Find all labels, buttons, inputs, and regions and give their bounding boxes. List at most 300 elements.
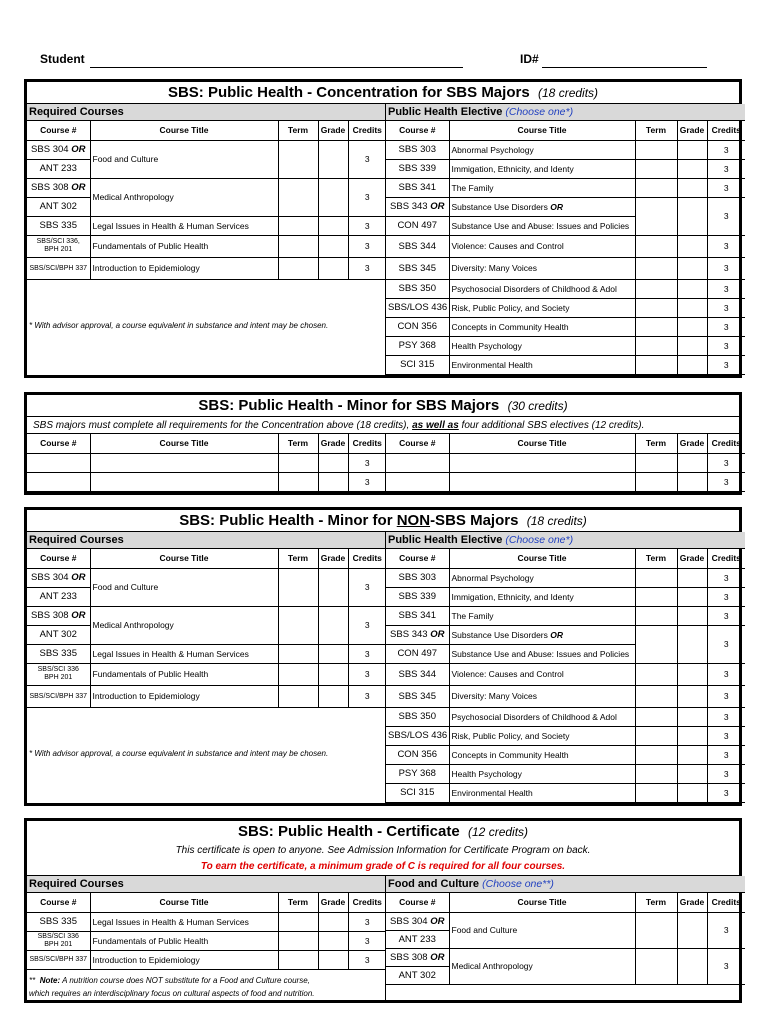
table-cell[interactable] — [278, 685, 318, 707]
table-row — [27, 453, 386, 472]
certificate-food-table — [386, 893, 745, 985]
table-cell: SBS 350 — [386, 707, 449, 726]
table-row — [27, 434, 386, 453]
table-row — [27, 235, 386, 257]
table-cell: PSY 368 — [386, 764, 449, 783]
table-cell[interactable] — [677, 197, 707, 235]
student-label: Student — [40, 52, 85, 66]
table-cell: 3 — [707, 783, 745, 802]
column-header: Course # — [27, 549, 90, 568]
course-num-alt: ANT 302 — [27, 197, 90, 216]
column-header: Term — [635, 121, 677, 140]
table-cell: SBS 308 OR — [386, 948, 449, 966]
table-cell[interactable] — [635, 745, 677, 764]
concentration-section — [24, 79, 742, 378]
table-cell: SBS/SCI/BPH 337 — [27, 685, 90, 707]
table-cell: 3 — [707, 587, 745, 606]
term-cell[interactable] — [278, 216, 318, 235]
column-header: Course # — [27, 434, 90, 453]
table-cell: 3 — [348, 685, 386, 707]
certificate-required-table — [27, 893, 386, 970]
table-cell[interactable] — [635, 685, 677, 707]
table-cell[interactable] — [278, 606, 318, 644]
table-cell[interactable] — [677, 235, 707, 257]
table-cell[interactable] — [635, 235, 677, 257]
table-cell: 3 — [707, 235, 745, 257]
course-num: SBS/SCI/BPH 337 — [27, 257, 90, 279]
table-cell: 3 — [707, 625, 745, 663]
table-cell: 3 — [707, 197, 745, 235]
table-cell[interactable] — [677, 663, 707, 685]
grade-cell[interactable] — [318, 257, 348, 279]
table-cell: Legal Issues in Health & Human Services — [90, 644, 278, 663]
student-name-field[interactable] — [90, 67, 463, 68]
table-cell[interactable] — [278, 931, 318, 950]
table-row — [386, 336, 745, 355]
table-cell[interactable] — [677, 317, 707, 336]
table-cell: SBS 339 — [386, 587, 449, 606]
table-cell: SBS 304 OR — [386, 912, 449, 930]
table-cell: Abnormal Psychology — [449, 568, 635, 587]
required-courses-table — [27, 549, 386, 708]
table-cell[interactable] — [635, 625, 677, 663]
table-cell[interactable] — [677, 355, 707, 374]
table-cell: 3 — [348, 950, 386, 969]
section-title: SBS: Public Health - Concentration for SBS Majors (18 credits) — [27, 82, 739, 104]
table-cell[interactable] — [318, 606, 348, 644]
table-cell[interactable] — [635, 317, 677, 336]
table-cell: Substance Use and Abuse: Issues and Policies — [449, 644, 635, 663]
col-credits: Credits — [348, 121, 386, 140]
grade-cell[interactable] — [318, 235, 348, 257]
table-cell[interactable] — [278, 644, 318, 663]
table-row — [386, 453, 745, 472]
table-row — [386, 355, 745, 374]
table-cell[interactable] — [635, 159, 677, 178]
table-cell[interactable] — [635, 257, 677, 279]
table-cell[interactable] — [449, 472, 635, 491]
table-cell[interactable] — [677, 948, 707, 984]
table-cell: 3 — [348, 663, 386, 685]
table-row — [27, 568, 386, 587]
table-row — [386, 317, 745, 336]
nutrition-note: ** Note: A nutrition course does NOT substitute for a Food and Culture course, which requires an interdisciplinary focus on cultural aspects of food and nutrition. — [29, 975, 315, 998]
table-cell[interactable] — [677, 279, 707, 298]
table-row — [386, 893, 745, 912]
column-header: Credits — [707, 121, 745, 140]
table-cell[interactable] — [677, 587, 707, 606]
table-cell: SBS/LOS 436 — [386, 726, 449, 745]
table-cell[interactable] — [90, 472, 278, 491]
table-row — [386, 235, 745, 257]
advisor-note: * With advisor approval, a course equivalent in substance and intent may be chosen. — [29, 748, 329, 758]
elective-courses-table — [386, 549, 745, 803]
table-row — [386, 707, 745, 726]
table-cell[interactable] — [635, 140, 677, 159]
column-header: Course Title — [90, 893, 278, 912]
certificate-line1: This certificate is open to anyone. See Admission Information for Certificate Program on back. — [175, 845, 591, 856]
grade-cell[interactable] — [318, 216, 348, 235]
table-cell: 3 — [707, 707, 745, 726]
table-cell[interactable] — [386, 453, 449, 472]
required-courses-heading: Required Courses — [27, 104, 385, 121]
table-row — [386, 434, 745, 453]
table-cell[interactable] — [278, 950, 318, 969]
table-cell: 3 — [707, 472, 745, 491]
table-cell: 3 — [707, 159, 745, 178]
column-header: Grade — [677, 893, 707, 912]
table-row — [386, 568, 745, 587]
table-cell[interactable] — [278, 568, 318, 606]
table-row — [27, 140, 386, 159]
table-cell[interactable] — [677, 336, 707, 355]
table-cell[interactable] — [635, 912, 677, 948]
table-cell: Diversity: Many Voices — [449, 685, 635, 707]
column-header: Course Title — [449, 893, 635, 912]
elective-heading: Public Health Elective (Choose one*) — [386, 532, 745, 549]
table-cell[interactable] — [635, 197, 677, 235]
column-header: Course Title — [449, 121, 635, 140]
table-cell: ANT 233 — [386, 930, 449, 948]
table-cell[interactable] — [677, 726, 707, 745]
column-header: Course # — [386, 121, 449, 140]
table-cell[interactable] — [278, 912, 318, 931]
table-cell: SCI 315 — [386, 783, 449, 802]
table-cell: SCI 315 — [386, 355, 449, 374]
table-cell: 3 — [707, 745, 745, 764]
table-cell: Psychosocial Disorders of Childhood & Adol — [449, 279, 635, 298]
certificate-section — [24, 818, 742, 1003]
column-header: Credits — [707, 893, 745, 912]
table-cell: CON 497 — [386, 644, 449, 663]
table-cell: Food and Culture — [449, 912, 635, 948]
table-cell: Fundamentals of Public Health — [90, 663, 278, 685]
column-header: Course # — [386, 893, 449, 912]
course-num-alt: ANT 233 — [27, 159, 90, 178]
column-header: Course # — [27, 893, 90, 912]
table-cell[interactable] — [677, 453, 707, 472]
table-cell: CON 497 — [386, 216, 449, 235]
table-cell: SBS/SCI/BPH 337 — [27, 950, 90, 969]
table-cell[interactable] — [677, 159, 707, 178]
table-cell[interactable] — [635, 606, 677, 625]
table-cell[interactable] — [27, 472, 90, 491]
column-header: Course Title — [449, 434, 635, 453]
col-course-num: Course # — [27, 121, 90, 140]
required-courses-heading: Required Courses — [27, 876, 385, 893]
table-cell: 3 — [348, 453, 386, 472]
grade-cell[interactable] — [318, 140, 348, 178]
table-cell[interactable] — [318, 472, 348, 491]
column-header: Term — [635, 549, 677, 568]
table-row — [27, 606, 386, 625]
table-cell[interactable] — [278, 472, 318, 491]
credits-cell: 3 — [348, 140, 386, 178]
table-cell: ANT 302 — [27, 625, 90, 644]
column-header: Credits — [348, 549, 386, 568]
column-header: Credits — [707, 549, 745, 568]
table-cell[interactable] — [635, 587, 677, 606]
table-row — [386, 726, 745, 745]
table-cell: SBS 341 — [386, 606, 449, 625]
table-row — [27, 931, 386, 950]
table-cell[interactable] — [635, 178, 677, 197]
table-cell: Substance Use and Abuse: Issues and Policies — [449, 216, 635, 235]
table-cell: Introduction to Epidemiology — [90, 685, 278, 707]
column-header: Course # — [386, 549, 449, 568]
table-cell[interactable] — [635, 663, 677, 685]
credits-cell: 3 — [348, 235, 386, 257]
table-cell: Risk, Public Policy, and Society — [449, 298, 635, 317]
table-cell[interactable] — [635, 336, 677, 355]
table-cell[interactable] — [318, 568, 348, 606]
table-row — [386, 298, 745, 317]
term-cell[interactable] — [278, 235, 318, 257]
course-title: Fundamentals of Public Health — [90, 235, 278, 257]
table-cell: Medical Anthropology — [449, 948, 635, 984]
column-header: Grade — [318, 893, 348, 912]
column-header: Term — [278, 549, 318, 568]
table-cell: 3 — [707, 178, 745, 197]
term-cell[interactable] — [278, 257, 318, 279]
col-term: Term — [278, 121, 318, 140]
id-label: ID# — [520, 52, 539, 66]
table-cell[interactable] — [677, 606, 707, 625]
table-cell[interactable] — [635, 783, 677, 802]
section-title: SBS: Public Health - Certificate (12 credits) — [237, 823, 529, 840]
table-row — [386, 745, 745, 764]
table-cell[interactable] — [318, 453, 348, 472]
col-course-title: Course Title — [90, 121, 278, 140]
id-field[interactable] — [542, 67, 707, 68]
table-cell: Environmental Health — [449, 783, 635, 802]
column-header: Grade — [318, 434, 348, 453]
table-row — [386, 257, 745, 279]
column-header: Term — [278, 893, 318, 912]
table-cell: SBS 344 — [386, 663, 449, 685]
grade-cell[interactable] — [318, 178, 348, 216]
section-title: SBS: Public Health - Minor for NON-SBS Majors (18 credits) — [27, 510, 739, 532]
table-row — [27, 663, 386, 685]
table-cell: Immigation, Ethnicity, and Identy — [449, 587, 635, 606]
table-cell[interactable] — [677, 783, 707, 802]
table-cell: 3 — [348, 568, 386, 606]
table-row — [386, 549, 745, 568]
column-header: Credits — [707, 434, 745, 453]
table-cell[interactable] — [635, 948, 677, 984]
table-cell[interactable] — [318, 663, 348, 685]
table-cell: Substance Use Disorders OR — [449, 625, 635, 644]
table-cell[interactable] — [386, 472, 449, 491]
table-cell[interactable] — [318, 912, 348, 931]
table-cell: SBS 303 — [386, 140, 449, 159]
table-cell: Health Psychology — [449, 336, 635, 355]
table-cell: The Family — [449, 178, 635, 197]
elective-courses-column — [386, 104, 745, 375]
table-cell: 3 — [707, 336, 745, 355]
table-cell: Diversity: Many Voices — [449, 257, 635, 279]
table-cell: Health Psychology — [449, 764, 635, 783]
table-cell: Legal Issues in Health & Human Services — [90, 912, 278, 931]
table-cell[interactable] — [27, 453, 90, 472]
table-cell: ANT 233 — [27, 587, 90, 606]
table-cell: 3 — [707, 279, 745, 298]
table-cell[interactable] — [677, 764, 707, 783]
table-cell: SBS 341 — [386, 178, 449, 197]
table-cell: SBS/SCI 336 BPH 201 — [27, 663, 90, 685]
table-cell: Risk, Public Policy, and Society — [449, 726, 635, 745]
table-cell: SBS 344 — [386, 235, 449, 257]
table-cell[interactable] — [278, 663, 318, 685]
table-cell: 3 — [707, 764, 745, 783]
table-cell: SBS 304 OR — [27, 568, 90, 587]
table-row — [386, 783, 745, 802]
student-header — [40, 50, 730, 72]
table-cell: 3 — [348, 472, 386, 491]
required-courses-column — [27, 104, 386, 375]
table-cell: 3 — [348, 606, 386, 644]
certificate-grade-requirement: To earn the certificate, a minimum grade of C is required for all four courses. — [27, 859, 739, 876]
table-row — [27, 893, 386, 912]
table-row — [386, 140, 745, 159]
table-row — [386, 663, 745, 685]
table-cell: Substance Use Disorders OR — [449, 197, 635, 216]
credits-cell: 3 — [348, 216, 386, 235]
course-num: SBS 308 OR — [27, 178, 90, 197]
table-cell[interactable] — [677, 140, 707, 159]
table-cell[interactable] — [635, 764, 677, 783]
table-cell[interactable] — [635, 726, 677, 745]
table-cell[interactable] — [635, 472, 677, 491]
table-cell[interactable] — [677, 745, 707, 764]
table-cell: Food and Culture — [90, 568, 278, 606]
table-cell[interactable] — [318, 685, 348, 707]
table-row — [386, 178, 745, 197]
column-header: Grade — [318, 549, 348, 568]
elective-heading: Public Health Elective (Choose one*) — [386, 104, 745, 121]
column-header: Grade — [677, 121, 707, 140]
term-cell[interactable] — [278, 140, 318, 178]
table-cell: 3 — [707, 140, 745, 159]
table-cell[interactable] — [635, 707, 677, 726]
column-header: Course Title — [449, 549, 635, 568]
sbs-electives-table-right — [386, 434, 745, 492]
table-cell: 3 — [707, 948, 745, 984]
table-row — [27, 257, 386, 279]
table-cell: SBS 308 OR — [27, 606, 90, 625]
table-cell: Concepts in Community Health — [449, 745, 635, 764]
column-header: Term — [278, 434, 318, 453]
required-courses-table — [27, 121, 386, 280]
minor-sbs-section — [24, 392, 742, 495]
table-cell[interactable] — [318, 644, 348, 663]
column-header: Course # — [386, 434, 449, 453]
table-cell[interactable] — [278, 453, 318, 472]
table-cell[interactable] — [677, 472, 707, 491]
term-cell[interactable] — [278, 178, 318, 216]
course-title: Food and Culture — [90, 140, 278, 178]
table-cell[interactable] — [635, 453, 677, 472]
table-cell: SBS 335 — [27, 912, 90, 931]
table-row — [386, 625, 745, 644]
table-cell[interactable] — [677, 912, 707, 948]
table-cell[interactable] — [318, 950, 348, 969]
table-cell: CON 356 — [386, 745, 449, 764]
table-cell[interactable] — [677, 685, 707, 707]
required-courses-heading: Required Courses — [27, 532, 385, 549]
column-header: Credits — [348, 434, 386, 453]
table-cell: Psychosocial Disorders of Childhood & Adol — [449, 707, 635, 726]
table-cell[interactable] — [677, 568, 707, 587]
table-cell: Violence: Causes and Control — [449, 235, 635, 257]
course-num: SBS 304 OR — [27, 140, 90, 159]
table-cell[interactable] — [635, 279, 677, 298]
table-cell: 3 — [348, 931, 386, 950]
table-cell: SBS 350 — [386, 279, 449, 298]
table-row — [386, 764, 745, 783]
column-header: Course Title — [90, 434, 278, 453]
table-cell: 3 — [707, 663, 745, 685]
table-cell: SBS 345 — [386, 257, 449, 279]
table-cell: Abnormal Psychology — [449, 140, 635, 159]
table-cell[interactable] — [677, 257, 707, 279]
sbs-electives-table-left — [27, 434, 386, 492]
column-header: Grade — [677, 549, 707, 568]
table-cell: SBS 303 — [386, 568, 449, 587]
table-row — [386, 912, 745, 930]
course-title: Legal Issues in Health & Human Services — [90, 216, 278, 235]
table-cell: Fundamentals of Public Health — [90, 931, 278, 950]
minor-non-sbs-section — [24, 507, 742, 806]
credits-cell: 3 — [348, 257, 386, 279]
course-title: Introduction to Epidemiology — [90, 257, 278, 279]
course-num: SBS/SCI 336, BPH 201 — [27, 235, 90, 257]
table-cell: 3 — [707, 912, 745, 948]
table-row — [27, 685, 386, 707]
table-cell: Concepts in Community Health — [449, 317, 635, 336]
table-cell: SBS 343 OR — [386, 197, 449, 216]
table-cell: 3 — [707, 298, 745, 317]
advisor-note: * With advisor approval, a course equivalent in substance and intent may be chosen. — [29, 320, 329, 330]
table-cell[interactable] — [677, 298, 707, 317]
minor-sbs-subtitle: SBS majors must complete all requirements for the Concentration above (18 credits), as well as four additional SBS electives (12 credits). — [27, 417, 739, 434]
table-header-row — [27, 121, 386, 140]
table-cell: 3 — [707, 317, 745, 336]
column-header: Grade — [677, 434, 707, 453]
course-num: SBS 335 — [27, 216, 90, 235]
table-cell: 3 — [707, 453, 745, 472]
table-cell: SBS 345 — [386, 685, 449, 707]
table-row — [27, 644, 386, 663]
table-cell: 3 — [707, 568, 745, 587]
table-cell[interactable] — [449, 453, 635, 472]
table-cell: SBS 335 — [27, 644, 90, 663]
table-cell[interactable] — [635, 355, 677, 374]
table-cell[interactable] — [90, 453, 278, 472]
table-cell[interactable] — [677, 625, 707, 663]
course-title: Medical Anthropology — [90, 178, 278, 216]
table-cell: SBS 343 OR — [386, 625, 449, 644]
table-row — [386, 121, 745, 140]
table-cell[interactable] — [635, 568, 677, 587]
table-cell[interactable] — [677, 707, 707, 726]
table-cell[interactable] — [318, 931, 348, 950]
table-row — [27, 178, 386, 197]
table-cell: 3 — [707, 726, 745, 745]
table-cell[interactable] — [635, 298, 677, 317]
table-cell[interactable] — [677, 178, 707, 197]
table-row — [386, 279, 745, 298]
